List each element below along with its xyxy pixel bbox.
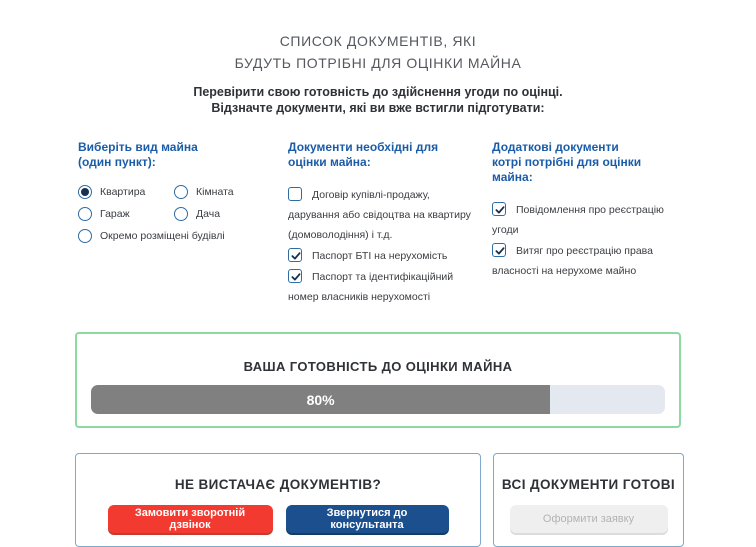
checkbox-povidomlennia[interactable] xyxy=(492,200,681,240)
form-columns xyxy=(78,140,681,308)
radio-unselected-icon xyxy=(174,207,188,221)
checkbox-vytiah[interactable] xyxy=(492,241,681,281)
radio-garazh[interactable] xyxy=(78,207,174,221)
progress-percent: 80% xyxy=(306,391,335,408)
property-type-header-line1: Виберіть вид майна xyxy=(78,140,198,154)
page-subtitle xyxy=(0,84,756,116)
checkbox-unchecked-icon xyxy=(288,187,302,201)
missing-docs-title: НЕ ВИСТАЧАЄ ДОКУМЕНТІВ? xyxy=(174,477,382,492)
additional-documents-header-line1: Додаткові документи xyxy=(492,140,619,154)
additional-documents-list xyxy=(492,200,681,281)
checkbox-dohovir[interactable] xyxy=(288,185,482,245)
missing-docs-buttons xyxy=(76,505,480,533)
property-type-header-line2: (один пункт): xyxy=(78,155,156,169)
bottom-row xyxy=(75,453,684,547)
required-documents-list xyxy=(288,185,482,307)
checkbox-checked-icon xyxy=(288,269,302,283)
page-title xyxy=(0,30,756,74)
required-documents-header-line1: Документи необхідні для xyxy=(288,140,439,154)
missing-docs-card xyxy=(75,453,481,547)
checkbox-label: Повідомлення про реєстрацію угоди xyxy=(492,204,664,236)
checkmark-icon xyxy=(494,245,506,257)
readiness-card xyxy=(75,332,681,428)
checkbox-checked-icon xyxy=(492,202,506,216)
radio-kvartyra[interactable] xyxy=(78,185,174,199)
checkmark-icon xyxy=(494,204,506,216)
property-type-options xyxy=(78,185,274,243)
checkbox-pasport-bti[interactable] xyxy=(288,246,482,266)
radio-kimnata[interactable] xyxy=(174,185,274,199)
radio-label: Дача xyxy=(196,208,221,220)
page-subtitle-line1: Перевірити свою готовність до здійснення угоди по оцінці. xyxy=(193,85,563,99)
page-title-line1: СПИСОК ДОКУМЕНТІВ, ЯКІ xyxy=(279,33,477,49)
radio-label: Гараж xyxy=(100,208,130,220)
radio-unselected-icon xyxy=(78,207,92,221)
required-documents-column xyxy=(288,140,492,308)
readiness-title: ВАША ГОТОВНІСТЬ ДО ОЦІНКИ МАЙНА xyxy=(243,359,513,374)
required-documents-header-line2: оцінки майна: xyxy=(288,155,371,169)
progress-bar xyxy=(91,385,665,414)
checkbox-label: Витяг про реєстрацію права власності на нерухоме майно xyxy=(492,245,653,277)
checkbox-label: Паспорт БТІ на нерухомість xyxy=(312,250,448,262)
additional-documents-column xyxy=(492,140,681,308)
radio-label: Кімната xyxy=(196,186,234,198)
radio-okremo-budivli[interactable] xyxy=(78,229,274,243)
submit-application-button[interactable]: Оформити заявку xyxy=(510,505,668,533)
all-docs-ready-card xyxy=(493,453,684,547)
order-callback-button[interactable]: Замовити зворотній дзвінок xyxy=(108,505,273,533)
all-docs-ready-title: ВСІ ДОКУМЕНТИ ГОТОВІ xyxy=(501,477,676,492)
page-title-line2: БУДУТЬ ПОТРІБНІ ДЛЯ ОЦІНКИ МАЙНА xyxy=(234,55,522,71)
additional-documents-header xyxy=(492,140,681,185)
additional-documents-header-line2: котрі потрібні для оцінки майна: xyxy=(492,155,642,184)
radio-dacha[interactable] xyxy=(174,207,274,221)
progress-fill xyxy=(91,385,550,414)
checkbox-checked-icon xyxy=(288,248,302,262)
radio-unselected-icon xyxy=(174,185,188,199)
page-subtitle-line2: Відзначте документи, які ви вже встигли підготувати: xyxy=(211,101,545,115)
checkbox-checked-icon xyxy=(492,243,506,257)
checkbox-label: Договір купівлі-продажу, дарування або свідоцтва на квартиру (домоволодіння) і т.д. xyxy=(288,189,471,241)
checkmark-icon xyxy=(290,250,302,262)
radio-label: Окремо розміщені будівлі xyxy=(100,230,225,242)
radio-selected-icon xyxy=(78,185,92,199)
required-documents-header xyxy=(288,140,482,170)
property-type-column xyxy=(78,140,288,308)
checkmark-icon xyxy=(290,271,302,283)
checkbox-label: Паспорт та ідентифікаційний номер власників нерухомості xyxy=(288,271,454,303)
radio-label: Квартира xyxy=(100,186,146,198)
checkbox-pasport-identyfikatsiinyi[interactable] xyxy=(288,267,482,307)
contact-consultant-button[interactable]: Звернутися до консультанта xyxy=(286,505,449,533)
property-type-header xyxy=(78,140,274,170)
radio-unselected-icon xyxy=(78,229,92,243)
